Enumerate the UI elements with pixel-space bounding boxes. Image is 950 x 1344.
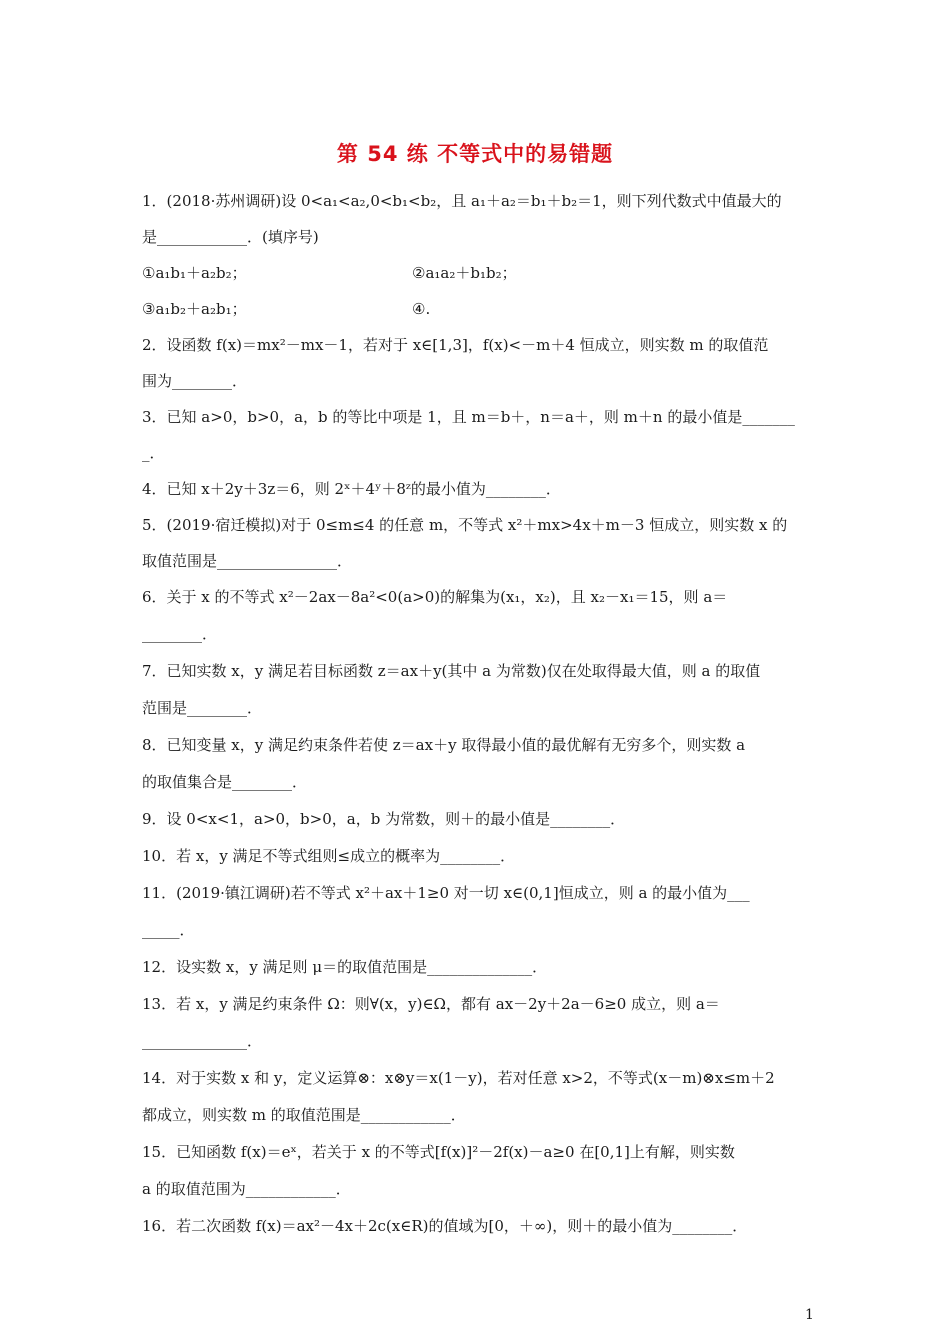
question-line: 1．(2018·苏州调研)设 0<a₁<a₂,0<b₁<b₂，且 a₁＋a₂＝b₁＋b₂＝1，则下列代数式中值最大的 bbox=[142, 192, 782, 210]
question-line: ______________． bbox=[142, 1032, 263, 1050]
question-line: 16．若二次函数 f(x)＝ax²－4x＋2c(x∈R)的值域为[0，＋∞)，则＋的最小值为________． bbox=[142, 1217, 748, 1235]
question-line: 的取值集合是________． bbox=[142, 773, 308, 791]
question-line: 14．对于实数 x 和 y，定义运算⊗：x⊗y＝x(1－y)，若对任意 x>2，不等式(x－m)⊗x≤m＋2 bbox=[142, 1069, 775, 1087]
question-line: a 的取值范围为____________． bbox=[142, 1180, 351, 1198]
question-line: 7．已知实数 x，y 满足若目标函数 z＝ax＋y(其中 a 为常数)仅在处取得最大值，则 a 的取值 bbox=[142, 662, 761, 680]
page-number: 1 bbox=[805, 1307, 814, 1323]
question-line: _． bbox=[142, 444, 165, 462]
option-item: ④. bbox=[412, 300, 431, 318]
question-line: 8．已知变量 x，y 满足约束条件若使 z＝ax＋y 取得最小值的最优解有无穷多个，则实数 a bbox=[142, 736, 746, 754]
option-item: ②a₁a₂＋b₁b₂； bbox=[412, 264, 517, 282]
question-list bbox=[142, 183, 810, 1245]
question-line: ________． bbox=[142, 625, 218, 643]
question-line: 11．(2019·镇江调研)若不等式 x²＋ax＋1≥0 对一切 x∈(0,1]恒成立，则 a 的最小值为___ bbox=[142, 884, 750, 902]
option-row bbox=[142, 291, 810, 327]
question-line: 2．设函数 f(x)＝mx²－mx－1，若对于 x∈[1,3]，f(x)<－m＋4 恒成立，则实数 m 的取值范 bbox=[142, 336, 769, 354]
question-line: 都成立，则实数 m 的取值范围是____________． bbox=[142, 1106, 466, 1124]
question-line: 围为________． bbox=[142, 372, 248, 390]
question-line: 6．关于 x 的不等式 x²－2ax－8a²<0(a>0)的解集为(x₁，x₂)，且 x₂－x₁＝15，则 a＝ bbox=[142, 588, 728, 606]
question-line: 3．已知 a>0，b>0，a，b 的等比中项是 1，且 m＝b＋，n＝a＋，则 m＋n 的最小值是_______ bbox=[142, 408, 795, 426]
question-line: 13．若 x，y 满足约束条件 Ω：则∀(x，y)∈Ω，都有 ax－2y＋2a－6≥0 成立，则 a＝ bbox=[142, 995, 720, 1013]
question-line: 9．设 0<x<1，a>0，b>0，a，b 为常数，则＋的最小值是________． bbox=[142, 810, 626, 828]
question-line: 15．已知函数 f(x)＝eˣ，若关于 x 的不等式[f(x)]²－2f(x)－a≥0 在[0,1]上有解，则实数 bbox=[142, 1143, 735, 1161]
page-title: 第 54 练 不等式中的易错题 bbox=[336, 142, 614, 166]
question-line: 4．已知 x＋2y＋3z＝6，则 2ˣ＋4ʸ＋8ᶻ的最小值为________． bbox=[142, 480, 561, 498]
option-item: ①a₁b₁＋a₂b₂； bbox=[142, 264, 247, 282]
question-line: 是____________．(填序号) bbox=[142, 228, 319, 246]
question-line: _____． bbox=[142, 921, 195, 939]
question-line: 5．(2019·宿迁模拟)对于 0≤m≤4 的任意 m，不等式 x²＋mx>4x＋m－3 恒成立，则实数 x 的 bbox=[142, 516, 788, 534]
question-line: 范围是________． bbox=[142, 699, 263, 717]
question-line: 取值范围是________________． bbox=[142, 552, 353, 570]
question-line: 10．若 x，y 满足不等式组则≤成立的概率为________． bbox=[142, 847, 516, 865]
option-row bbox=[142, 255, 810, 291]
question-line: 12．设实数 x，y 满足则 μ＝的取值范围是______________． bbox=[142, 958, 548, 976]
option-item: ③a₁b₂＋a₂b₁； bbox=[142, 300, 247, 318]
